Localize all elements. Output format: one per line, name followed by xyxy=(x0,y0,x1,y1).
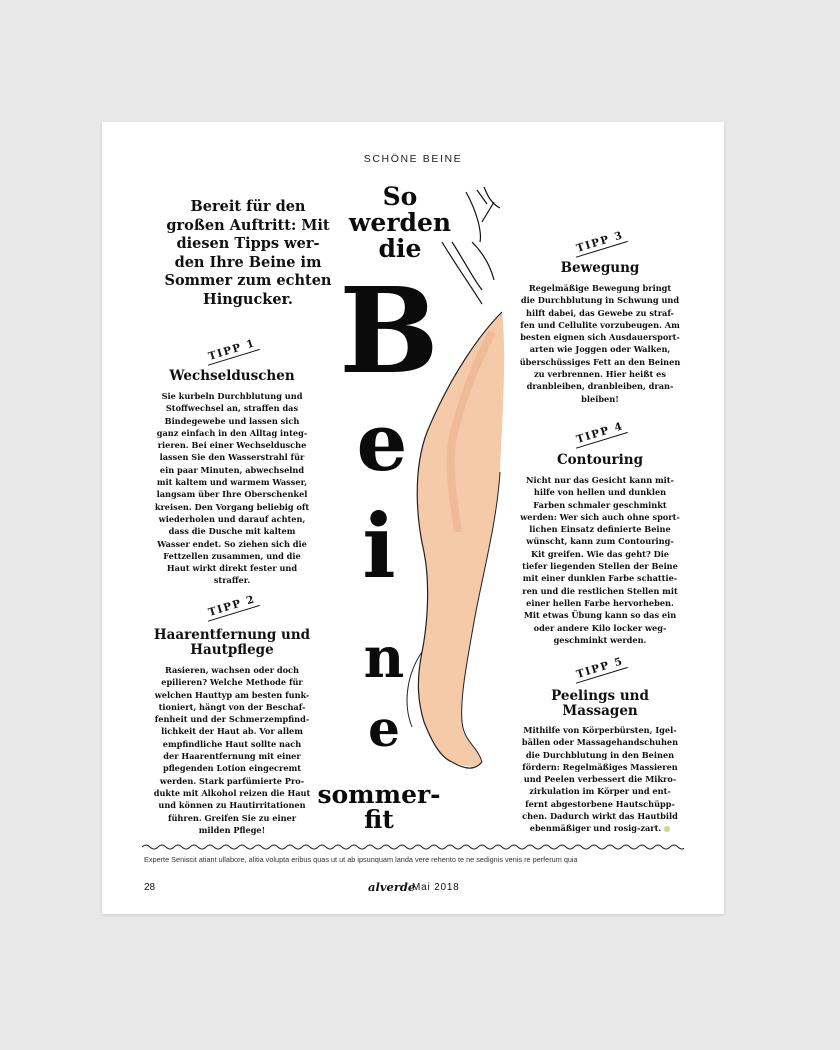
intro-line: den Ihre Beine im xyxy=(174,253,322,271)
intro-line: Sommer zum echten xyxy=(164,272,332,289)
body-line: der Haarentfernung mit einer xyxy=(163,751,301,762)
magazine-page xyxy=(102,122,724,914)
body-line: fernt abgestorbene Hautschüpp- xyxy=(525,798,675,809)
body-line: chen. Dadurch wirkt das Hautbild xyxy=(522,811,678,822)
body-line: kreisen. Den Vorgang beliebig oft xyxy=(154,501,310,512)
body-line: überschüssiges Fett an den Beinen xyxy=(519,356,681,367)
body-line: die Durchblutung in Schwung und xyxy=(520,295,680,306)
body-line: Regelmäßige Bewegung bringt xyxy=(528,283,672,293)
intro-text xyxy=(152,198,344,309)
intro-line: Bereit für den xyxy=(190,198,306,215)
tipp-4-heading xyxy=(510,453,690,468)
body-line: und Peelen verbessert die Mikro- xyxy=(523,774,677,785)
body-line: wünscht, kann zum Contouring- xyxy=(526,536,674,547)
body-line: ein paar Minuten, abwechselnd xyxy=(159,464,305,475)
body-line: fen und Cellulite vorzubeugen. Am xyxy=(520,319,680,330)
body-line: Stoffwechsel an, straffen das xyxy=(165,403,299,414)
body-line: straffer. xyxy=(213,575,251,586)
body-line: milden Pflege! xyxy=(198,824,266,835)
body-line: rieren. Bei einer Wechseldusche xyxy=(157,440,307,451)
body-line: werden: Wer sich auch ohne sport- xyxy=(520,511,680,522)
body-line: fördern: Regelmäßiges Massieren xyxy=(522,761,678,772)
body-line: Mithilfe von Körperbürsten, Igel- xyxy=(523,725,677,735)
tipp-1-tag xyxy=(202,337,262,363)
body-line: empfindliche Haut sollte nach xyxy=(162,738,302,749)
body-line: Sie kurbeln Durchblutung und xyxy=(161,391,303,401)
tipp-tag-label: TIPP 5 xyxy=(572,654,628,683)
body-line: und können zu Hautirritationen xyxy=(158,800,306,811)
body-line: fenheit und der Schmerzempfind- xyxy=(154,714,310,725)
heading-line: Massagen xyxy=(562,703,638,719)
issue-date: Mai 2018 xyxy=(412,882,460,893)
tipp-tag-label: TIPP 4 xyxy=(572,419,628,448)
title-line-so: So xyxy=(382,182,418,211)
body-line: hilft dabei, das Gewebe zu straf- xyxy=(526,307,674,318)
heading-line: Hautpflege xyxy=(190,642,274,658)
body-line: einer hellen Farbe hervorheben. xyxy=(526,597,674,608)
body-line: lichen Einsatz definierte Beine xyxy=(529,524,671,535)
body-line: Farben schmaler geschminkt xyxy=(533,499,667,510)
body-line: Fettzellen zusammen, und die xyxy=(163,550,301,561)
body-line: epilieren? Welche Methode für xyxy=(161,677,303,688)
body-line: werden. Stark parfümierte Pro- xyxy=(159,775,305,786)
body-line: die Durchblutung in den Beinen xyxy=(525,749,675,760)
body-line: zirkulation im Körper und ent- xyxy=(529,786,671,797)
body-line: hilfe von hellen und dunklen xyxy=(533,487,667,498)
wavy-divider xyxy=(142,842,684,852)
body-line: führen. Greifen Sie zu einer xyxy=(167,812,297,823)
body-line: tiefer liegenden Stellen der Beine xyxy=(522,561,678,572)
tipp-5-body xyxy=(512,724,688,835)
body-line: geschminkt werden. xyxy=(553,634,647,645)
body-line: langsam über Ihre Oberschenkel xyxy=(156,489,308,500)
tipp-tag-label: TIPP 1 xyxy=(204,336,260,365)
tipp-3-body xyxy=(512,282,688,405)
body-line: mit kaltem und warmem Wasser, xyxy=(156,477,308,488)
body-line-text: ebenmäßiger und rosig-zart. xyxy=(529,823,662,834)
heading-line: Contouring xyxy=(556,452,644,468)
intro-line: großen Auftritt: Mit xyxy=(166,216,330,234)
tipp-2-heading xyxy=(142,628,322,658)
body-line: besten eignen sich Ausdauersport- xyxy=(520,332,680,343)
tipp-tag-label: TIPP 3 xyxy=(572,228,628,257)
tipp-3-tag xyxy=(570,229,630,255)
title-letter-i: i xyxy=(362,494,396,598)
body-line: ganz einfach in den Alltag integ- xyxy=(156,427,308,438)
body-line: Mit etwas Übung kann so das ein xyxy=(523,610,677,621)
body-line: dass die Dusche mit kaltem xyxy=(168,526,296,537)
body-line: Nicht nur das Gesicht kann mit- xyxy=(526,475,674,485)
body-line: bällen oder Massagehandschuhen xyxy=(521,737,679,748)
body-line: mit einer dunklen Farbe schattie- xyxy=(522,573,678,584)
heading-line: Peelings und xyxy=(551,688,649,704)
body-line xyxy=(512,822,688,834)
body-line: wiederholen und darauf achten, xyxy=(158,513,306,524)
tipp-4-body xyxy=(512,474,688,646)
body-line: dukte mit Alkohol reizen die Haut xyxy=(153,787,311,798)
tipp-5-tag xyxy=(570,655,630,681)
page-number: 28 xyxy=(144,882,156,893)
body-line: Rasieren, wachsen oder doch xyxy=(165,665,299,675)
body-line: pflegenden Lotion eingecremt xyxy=(162,763,302,774)
heading-line: Bewegung xyxy=(560,260,640,276)
title-letter-n: n xyxy=(363,625,405,691)
tipp-1-heading xyxy=(142,369,322,384)
end-mark-dot xyxy=(664,826,670,832)
tipp-4-tag xyxy=(570,420,630,446)
heading-line: Wechselduschen xyxy=(169,368,295,384)
title-letter-e2: e xyxy=(368,699,400,758)
body-line: Haut wirkt direkt fester und xyxy=(166,563,298,574)
tipp-2-body xyxy=(144,664,320,836)
title-sub-fit: fit xyxy=(364,805,394,834)
tipp-3-heading xyxy=(510,261,690,276)
intro-line: diesen Tipps wer- xyxy=(176,235,320,252)
brand-logo: alverde xyxy=(368,880,416,894)
footnote: Experte Seniscit atiant ullabore, alitia volupta eribus quas ut ut ab ipsunquam landa vere rehento te ne sedignis venis re perferum quia xyxy=(144,855,578,864)
body-line: welchen Hauttyp am besten funk- xyxy=(154,689,310,700)
body-line: zu verbrennen. Hier heißt es xyxy=(534,369,666,380)
body-line: bleiben! xyxy=(581,393,619,404)
body-line: arten wie Joggen oder Walken, xyxy=(529,344,671,355)
title-sub-sommer: sommer- xyxy=(317,780,441,809)
body-line: lassen Sie den Wasserstrahl für xyxy=(159,452,305,463)
tipp-2-tag xyxy=(202,593,262,619)
body-line: dranbleiben, dranbleiben, dran- xyxy=(526,381,674,392)
body-line: ren und die restlichen Stellen mit xyxy=(522,585,678,596)
title-line-werden: werden xyxy=(348,208,452,237)
body-line: Bindegewebe und lassen sich xyxy=(164,415,300,426)
tipp-tag-label: TIPP 2 xyxy=(204,592,260,621)
title-line-die: die xyxy=(378,234,422,263)
tipp-5-heading xyxy=(510,689,690,719)
title-letter-e: e xyxy=(356,395,408,489)
body-line: Kit greifen. Wie das geht? Die xyxy=(530,548,670,559)
title-letter-b: B xyxy=(339,261,439,400)
tipp-1-body xyxy=(144,390,320,587)
heading-line: Haarentfernung und xyxy=(153,627,311,643)
body-line: lichkeit der Haut ab. Vor allem xyxy=(161,726,303,737)
intro-line: Hingucker. xyxy=(203,290,293,308)
body-line: tioniert, hängt von der Beschaf- xyxy=(158,701,306,712)
body-line: oder andere Kilo locker weg- xyxy=(533,622,667,633)
body-line: Wasser endet. So ziehen sich die xyxy=(157,538,307,549)
section-kicker: SCHÖNE BEINE xyxy=(363,153,463,165)
